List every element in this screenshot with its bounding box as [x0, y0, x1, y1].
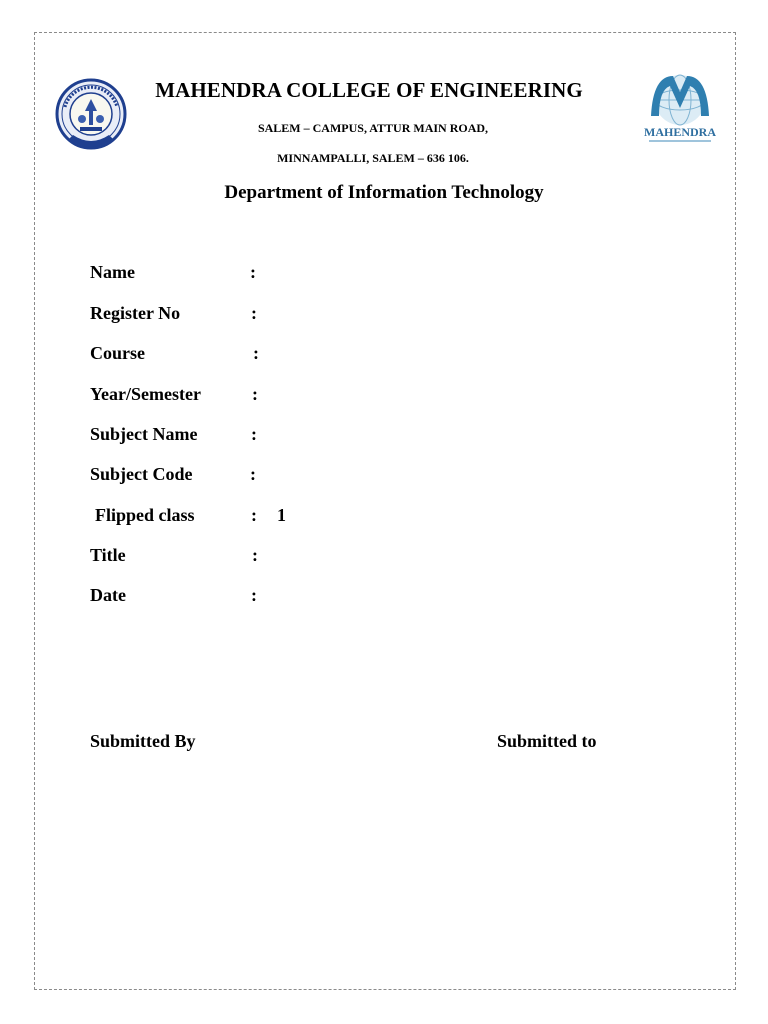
field-colon: : — [250, 464, 256, 484]
field-colon: : — [252, 384, 258, 404]
field-colon: : — [251, 303, 257, 323]
field-colon: : — [251, 505, 257, 525]
department-title: Department of Information Technology — [224, 182, 544, 203]
submitted-by-label: Submitted By — [90, 731, 196, 751]
college-name: MAHENDRA COLLEGE OF ENGINEERING — [155, 78, 583, 102]
field-colon: : — [252, 545, 258, 565]
address-line-2: MINNAMPALLI, SALEM – 636 106. — [277, 151, 469, 165]
address-line-1: SALEM – CAMPUS, ATTUR MAIN ROAD, — [257, 121, 489, 135]
field-colon: : — [251, 424, 257, 444]
field-colon: : — [250, 262, 256, 282]
field-label: Subject Code — [90, 464, 193, 484]
field-value: 1 — [277, 505, 286, 525]
submitted-to-label: Submitted to — [497, 731, 597, 751]
field-label: Year/Semester — [90, 384, 201, 404]
field-label: Flipped class — [95, 505, 195, 525]
field-label: Subject Name — [90, 424, 198, 444]
field-colon: : — [253, 343, 259, 363]
field-label: Name — [90, 262, 135, 282]
field-label: Title — [90, 545, 126, 565]
field-label: Course — [90, 343, 145, 363]
field-colon: : — [251, 585, 257, 605]
field-label: Date — [90, 585, 126, 605]
right-logo-text: MAHENDRA — [644, 125, 716, 139]
field-label: Register No — [90, 303, 181, 323]
